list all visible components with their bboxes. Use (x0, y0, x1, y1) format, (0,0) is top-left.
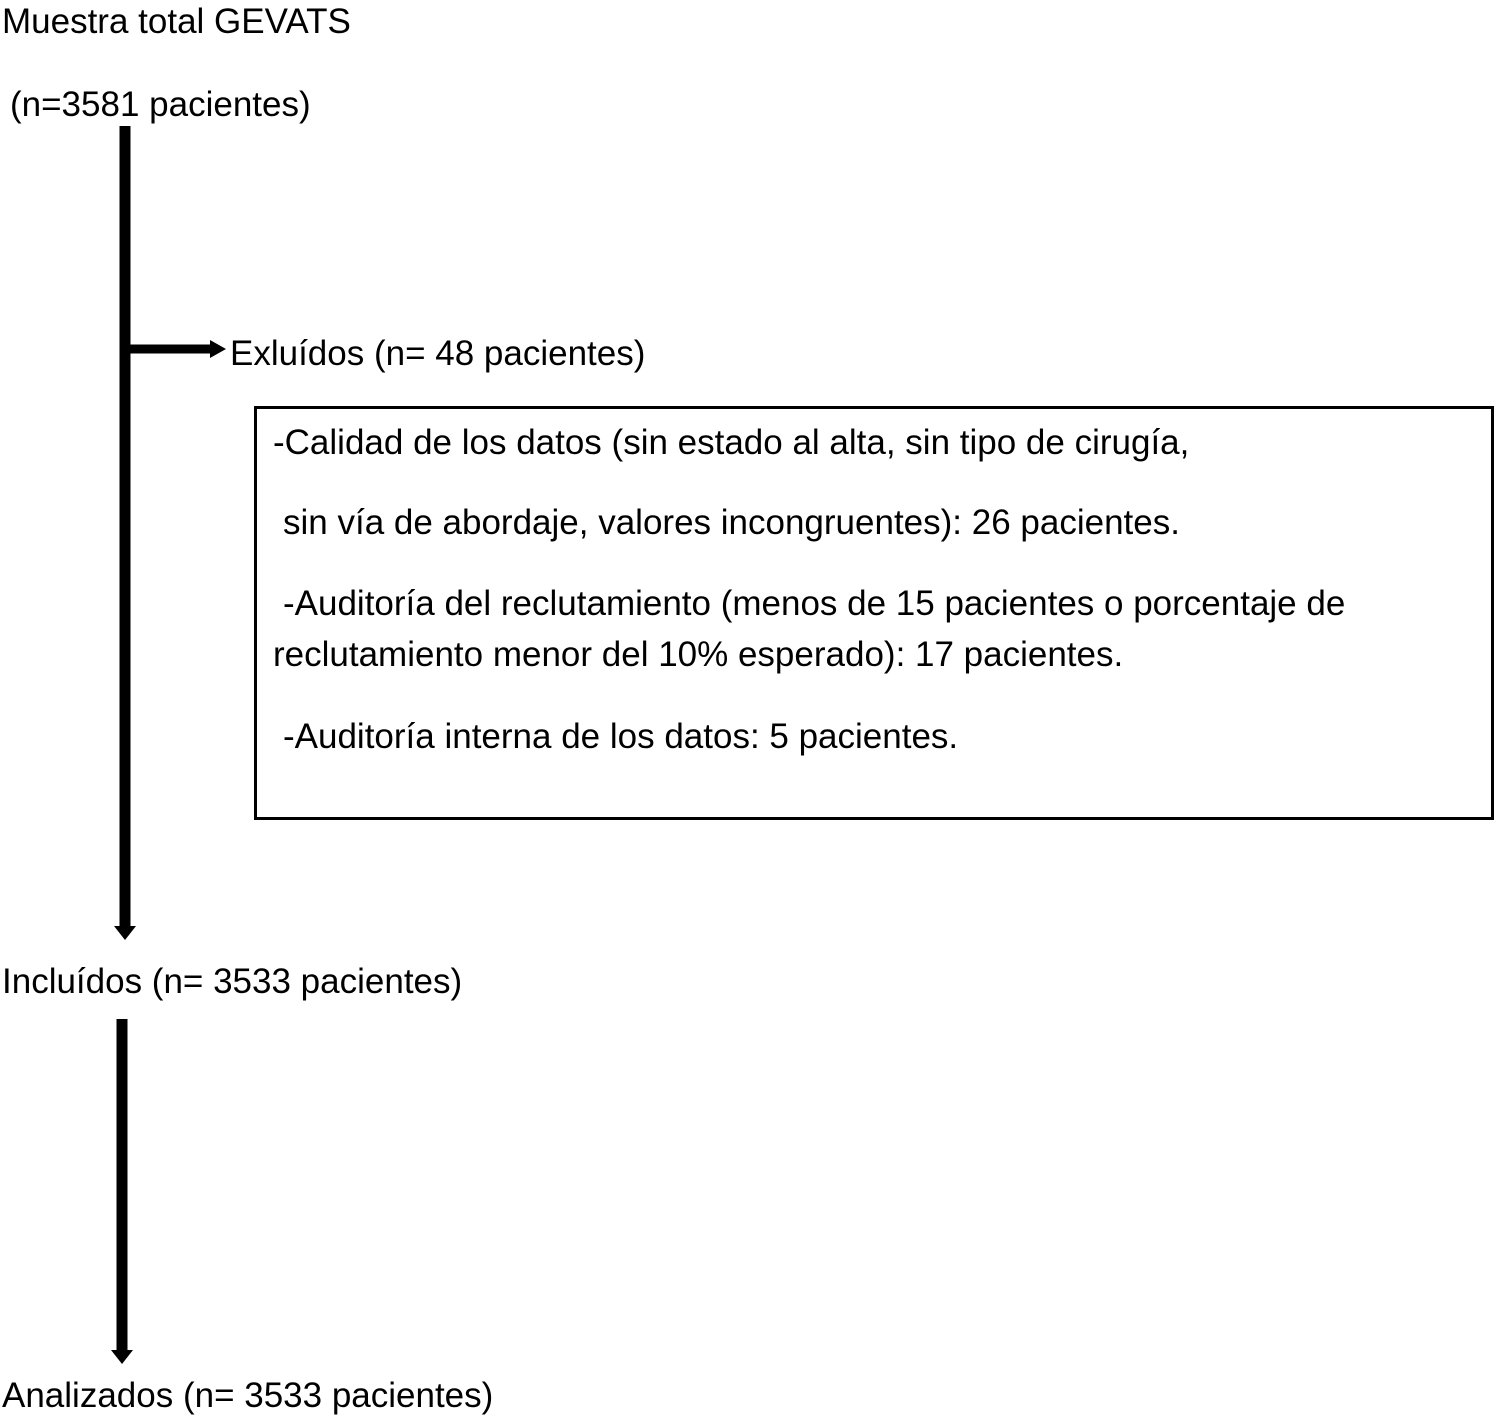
arrowhead-included (114, 926, 136, 940)
exclusion-reason-line: reclutamiento menor del 10% esperado): 17 pacientes. (273, 635, 1124, 674)
exclusion-reason-line: -Calidad de los datos (sin estado al alta, sin tipo de cirugía, (273, 423, 1190, 462)
excluded-label: Exluídos (n= 48 pacientes) (230, 334, 646, 373)
exclusion-reason-line: -Auditoría interna de los datos: 5 pacientes. (283, 717, 959, 756)
total-sample-title: Muestra total GEVATS (2, 2, 351, 41)
arrowhead-excluded (210, 340, 226, 358)
arrowhead-analyzed (111, 1350, 133, 1364)
analyzed-label: Analizados (n= 3533 pacientes) (2, 1376, 494, 1415)
exclusion-reason-line: -Auditoría del reclutamiento (menos de 15 pacientes o porcentaje de (283, 584, 1346, 623)
exclusion-reasons-box (254, 406, 1494, 820)
included-label: Incluídos (n= 3533 pacientes) (2, 962, 463, 1001)
total-sample-count: (n=3581 pacientes) (10, 85, 311, 124)
exclusion-reason-line: sin vía de abordaje, valores incongruentes): 26 pacientes. (283, 503, 1180, 542)
